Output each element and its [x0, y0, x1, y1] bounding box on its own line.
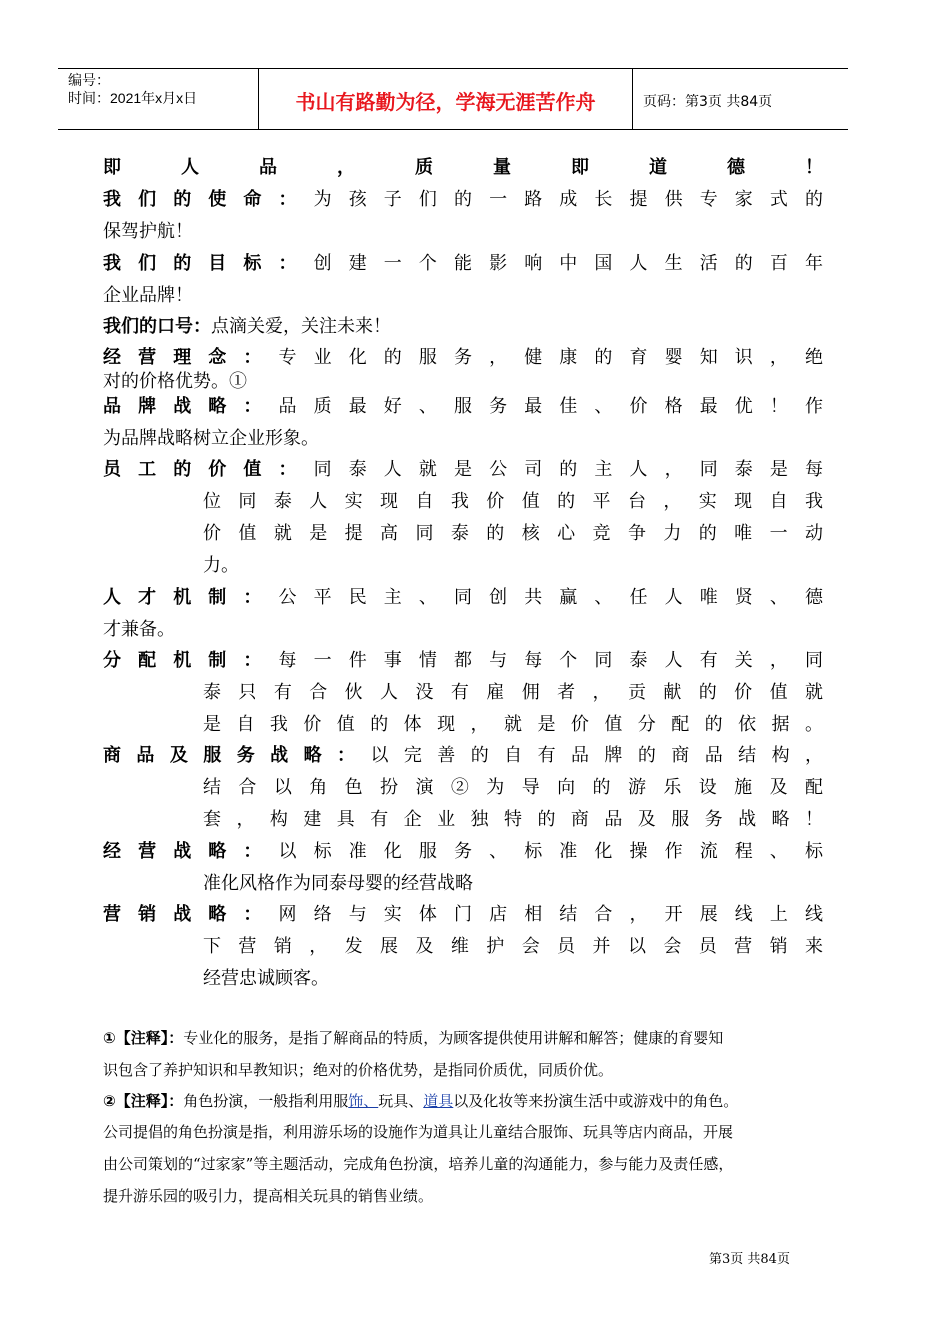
goods-line: 套，构建具有企业独特的商品及服务战略！ [203, 809, 823, 830]
props-link[interactable]: 道具 [423, 1092, 454, 1110]
brand-line: 品牌战略：品质最好、服务最佳、价格最优！作 [103, 396, 823, 417]
goal-line: 我们的目标：创建一个能影响中国人生活的百年 [103, 253, 824, 274]
document-number-label: 编号： [68, 72, 110, 88]
operations-line: 经营战略：以标准化服务、标准化操作流程、标 [103, 841, 823, 862]
distribution-line: 泰只有合伙人没有雇佣者，贡献的价值就 [203, 682, 823, 703]
distribution-heading: 分配机制： [103, 650, 279, 671]
staff-line: 位同泰人实现自我价值的平台，实现自我 [203, 491, 823, 512]
operations-heading: 经营战略： [103, 841, 279, 862]
body-line: 即人品，质量即道德！ [103, 157, 823, 178]
staff-line: 力。 [203, 555, 239, 576]
goods-heading: 商品及服务战略： [103, 745, 371, 766]
mission-line: 保驾护航！ [103, 221, 193, 242]
goods-line: 商品及服务战略：以完善的自有品牌的商品结构， [103, 745, 824, 766]
idea-heading: 经营理念： [103, 347, 279, 368]
marketing-line: 营销战略：网络与实体门店相结合，开展线上线 [103, 904, 823, 925]
note-1: ①【注释】：专业化的服务，是指了解商品的特质，为顾客提供使用讲解和解答；健康的育婴知 [103, 1029, 724, 1047]
slogan-heading: 我们的口号： [103, 316, 211, 337]
clothing-link[interactable]: 饰、 [348, 1092, 379, 1110]
footer-page-number: 第3页 共84页 [709, 1252, 790, 1267]
marketing-line: 下营销，发展及维护会员并以会员营销来 [203, 936, 823, 957]
note-2: 由公司策划的“过家家”等主题活动，完成角色扮演，培养儿童的沟通能力，参与能力及责任感， [103, 1155, 734, 1173]
header-page-number: 页码：第3页 共84页 [643, 94, 773, 110]
distribution-line: 分配机制：每一件事情都与每个同泰人有关，同 [103, 650, 823, 671]
mission-heading: 我们的使命： [103, 189, 314, 210]
note-1-marker: ①【注释】： [103, 1029, 184, 1047]
idea-line: 对的价格优势。① [103, 371, 247, 392]
header-meta-cell [58, 69, 259, 129]
operations-line: 准化风格作为同泰母婴的经营战略 [203, 873, 473, 894]
idea-line: 经营理念：专业化的服务，健康的育婴知识，绝 [103, 347, 823, 368]
page-header [58, 68, 848, 130]
talent-line: 人才机制：公平民主、同创共赢、任人唯贤、德 [103, 587, 823, 608]
note-2: 公司提倡的角色扮演是指，利用游乐场的设施作为道具让儿童结合服饰、玩具等店内商品，开展 [103, 1123, 734, 1141]
document-time-label: 时间：2021年x月x日 [68, 90, 198, 106]
slogan-line: 我们的口号：点滴关爱，关注未来！ [103, 316, 391, 337]
header-motto-cell [259, 69, 633, 129]
note-2-marker: ②【注释】： [103, 1092, 184, 1110]
mission-line: 我们的使命：为孩子们的一路成长提供专家式的 [103, 189, 824, 210]
marketing-heading: 营销战略： [103, 904, 279, 925]
marketing-line: 经营忠诚顾客。 [203, 968, 329, 989]
brand-heading: 品牌战略： [103, 396, 279, 417]
brand-line: 为品牌战略树立企业形象。 [103, 428, 319, 449]
header-motto: 书山有路勤为径，学海无涯苦作舟 [295, 90, 596, 114]
talent-line: 才兼备。 [103, 619, 175, 640]
distribution-line: 是自我价值的体现，就是价值分配的依据。 [203, 714, 823, 735]
staff-heading: 员工的价值： [103, 459, 314, 480]
talent-heading: 人才机制： [103, 587, 279, 608]
staff-line: 价值就是提高同泰的核心竞争力的唯一动 [203, 523, 823, 544]
note-2: ②【注释】：角色扮演，一般指利用服饰、玩具、道具以及化妆等来扮演生活中或游戏中的角色。 [103, 1092, 739, 1110]
note-1: 识包含了养护知识和早教知识；绝对的价格优势，是指同价质优，同质价优。 [103, 1061, 614, 1079]
goods-line: 结合以角色扮演②为导向的游乐设施及配 [203, 777, 823, 798]
goal-heading: 我们的目标： [103, 253, 314, 274]
goal-line: 企业品牌！ [103, 285, 193, 306]
header-page-cell [633, 69, 848, 129]
note-2: 提升游乐园的吸引力，提高相关玩具的销售业绩。 [103, 1187, 434, 1205]
staff-line: 员工的价值：同泰人就是公司的主人，同泰是每 [103, 459, 824, 480]
